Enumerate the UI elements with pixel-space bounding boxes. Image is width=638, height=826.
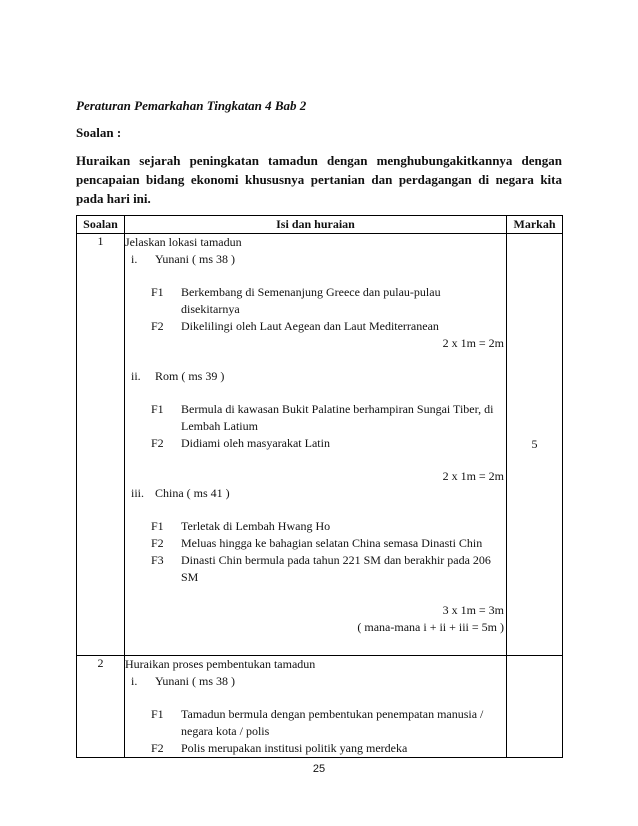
fact-text: Meluas hingga ke bahagian selatan China semasa Dinasti Chin bbox=[181, 536, 483, 550]
fact-text: Terletak di Lembah Hwang Ho bbox=[181, 519, 331, 533]
fact-item bbox=[151, 740, 506, 757]
fact-text: Tamadun bermula dengan pembentukan penempatan manusia / negara kota / polis bbox=[181, 707, 484, 738]
question-text: Huraikan sejarah peningkatan tamadun dengan menghubungakitkannya dengan pencapaian bidang ekonomi khususnya pertanian dan perdagangan di negara kita pada hari ini. bbox=[76, 153, 562, 206]
mark-cell bbox=[507, 656, 563, 758]
subsection-heading bbox=[131, 673, 506, 690]
answer-content bbox=[125, 656, 507, 758]
fact-label: F2 bbox=[151, 436, 164, 450]
marking-scheme-table bbox=[76, 215, 563, 758]
question-number: 2 bbox=[77, 656, 125, 758]
header-isi-huraian: Isi dan huraian bbox=[125, 216, 507, 234]
subsection-heading bbox=[131, 368, 506, 385]
question-number: 1 bbox=[77, 234, 125, 656]
header-soalan: Soalan bbox=[77, 216, 125, 234]
subsection-title: China ( ms 41 ) bbox=[155, 486, 230, 500]
fact-label: F1 bbox=[151, 285, 164, 299]
table-header-row bbox=[77, 216, 563, 234]
answer-intro: Jelaskan lokasi tamadun bbox=[125, 235, 242, 249]
fact-item bbox=[151, 401, 506, 435]
fact-label: F1 bbox=[151, 519, 164, 533]
fact-label: F1 bbox=[151, 402, 164, 416]
header-markah: Markah bbox=[507, 216, 563, 234]
fact-label: F3 bbox=[151, 553, 164, 567]
mark-note: ( mana-mana i + ii + iii = 5m ) bbox=[357, 620, 504, 634]
subsection-numeral: i. bbox=[131, 252, 138, 266]
fact-item bbox=[151, 706, 506, 740]
fact-item bbox=[151, 284, 506, 318]
fact-item bbox=[151, 535, 506, 552]
fact-item bbox=[151, 318, 506, 335]
fact-text: Berkembang di Semenanjung Greece dan pulau-pulau disekitarnya bbox=[181, 285, 441, 316]
document-title: Peraturan Pemarkahan Tingkatan 4 Bab 2 bbox=[76, 98, 307, 113]
subsection-title: Yunani ( ms 38 ) bbox=[155, 674, 235, 688]
fact-text: Bermula di kawasan Bukit Palatine berhampiran Sungai Tiber, di Lembah Latium bbox=[181, 402, 494, 433]
fact-text: Dikelilingi oleh Laut Aegean dan Laut Mediterranean bbox=[181, 319, 439, 333]
subsection-heading bbox=[131, 251, 506, 268]
table-row bbox=[77, 656, 563, 758]
fact-label: F1 bbox=[151, 707, 164, 721]
fact-item bbox=[151, 552, 506, 586]
subsection-heading bbox=[131, 485, 506, 502]
mark-calculation: 2 x 1m = 2m bbox=[442, 336, 504, 350]
subsection-numeral: ii. bbox=[131, 369, 141, 383]
fact-item bbox=[151, 435, 506, 452]
mark-calculation: 2 x 1m = 2m bbox=[442, 469, 504, 483]
fact-item bbox=[151, 518, 506, 535]
mark-calculation: 3 x 1m = 3m bbox=[442, 603, 504, 617]
subsection-title: Yunani ( ms 38 ) bbox=[155, 252, 235, 266]
question-label: Soalan : bbox=[76, 125, 122, 140]
answer-content bbox=[125, 234, 507, 656]
mark-cell bbox=[507, 234, 563, 656]
fact-label: F2 bbox=[151, 536, 164, 550]
fact-text: Didiami oleh masyarakat Latin bbox=[181, 436, 330, 450]
table-row bbox=[77, 234, 563, 656]
answer-intro: Huraikan proses pembentukan tamadun bbox=[125, 657, 316, 671]
fact-label: F2 bbox=[151, 741, 164, 755]
fact-text: Polis merupakan institusi politik yang merdeka bbox=[181, 741, 408, 755]
subsection-numeral: iii. bbox=[131, 486, 145, 500]
subsection-numeral: i. bbox=[131, 674, 138, 688]
mark-value: 5 bbox=[531, 437, 538, 451]
subsection-title: Rom ( ms 39 ) bbox=[155, 369, 225, 383]
page-number: 25 bbox=[312, 763, 326, 775]
fact-label: F2 bbox=[151, 319, 164, 333]
fact-text: Dinasti Chin bermula pada tahun 221 SM dan berakhir pada 206 SM bbox=[181, 553, 491, 584]
